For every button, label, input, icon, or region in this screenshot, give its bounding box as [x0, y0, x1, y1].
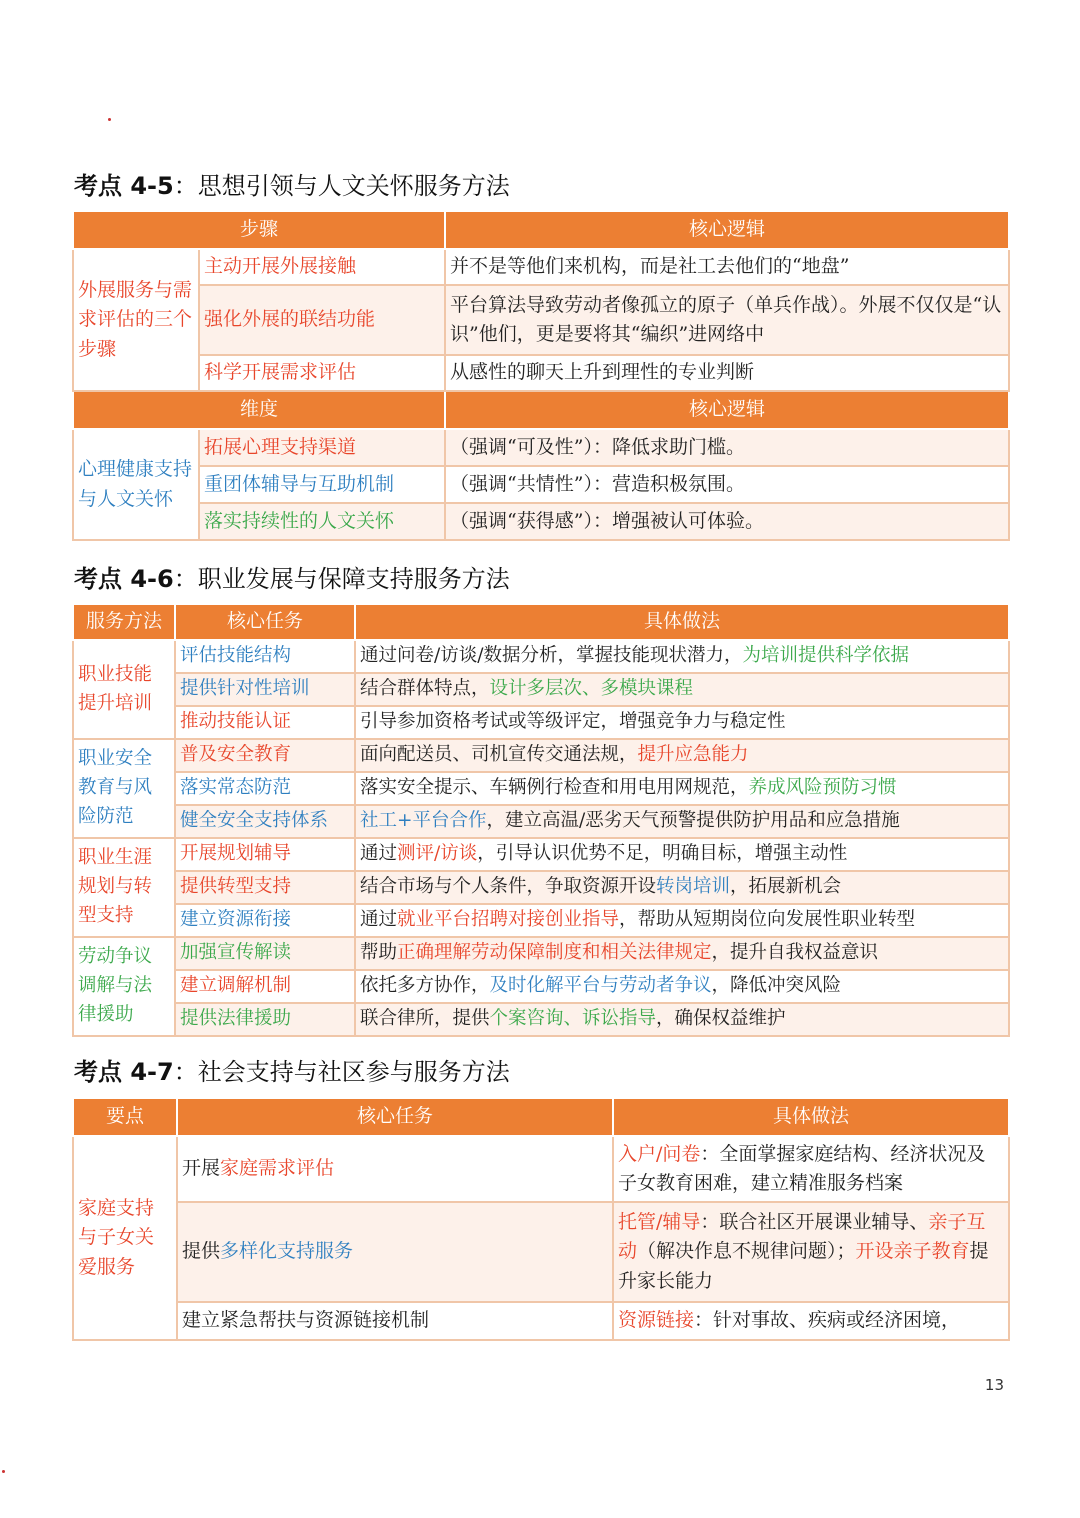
practice-cell: 资源链接：针对事故、疾病或经济困境，	[613, 1302, 1009, 1340]
category-cell: 劳动争议调解与法律援助	[73, 937, 175, 1036]
header-logic: 核心逻辑	[445, 391, 1009, 429]
task-cell: 开展规划辅导	[175, 838, 355, 871]
header-practice: 具体做法	[613, 1098, 1009, 1136]
header-point: 要点	[73, 1098, 177, 1136]
section-title-4-7	[74, 1052, 510, 1087]
task-cell: 加强宣传解读	[175, 937, 355, 970]
header-method: 服务方法	[73, 604, 175, 640]
table-4-6	[72, 603, 1010, 1037]
logic-cell: 并不是等他们来机构，而是社工去他们的“地盘”	[445, 249, 1009, 285]
category-cell: 职业技能提升培训	[73, 640, 175, 739]
header-steps: 步骤	[73, 211, 445, 249]
task-cell: 建立资源衔接	[175, 904, 355, 937]
task-cell: 建立紧急帮扶与资源链接机制	[177, 1302, 613, 1340]
practice-cell: 帮助正确理解劳动保障制度和相关法律规定，提升自我权益意识	[355, 937, 1009, 970]
logic-cell: （强调“共情性”）：营造积极氛围。	[445, 466, 1009, 503]
section-number: 考点 4-6	[74, 565, 174, 593]
task-cell: 主动开展外展接触	[199, 249, 445, 285]
section-heading: ：职业发展与保障支持服务方法	[173, 565, 510, 593]
logic-cell: （强调“获得感”）：增强被认可体验。	[445, 503, 1009, 540]
task-cell: 提供转型支持	[175, 871, 355, 904]
section-title-4-6	[74, 559, 510, 594]
table-4-5	[72, 210, 1010, 541]
task-cell: 普及安全教育	[175, 739, 355, 772]
category-cell: 职业生涯规划与转型支持	[73, 838, 175, 937]
header-task: 核心任务	[175, 604, 355, 640]
category-cell: 职业安全教育与风险防范	[73, 739, 175, 838]
task-cell: 提供多样化支持服务	[177, 1202, 613, 1302]
practice-cell: 结合市场与个人条件，争取资源开设转岗培训，拓展新机会	[355, 871, 1009, 904]
table-4-7	[72, 1097, 1010, 1341]
practice-cell: 通过问卷/访谈/数据分析，掌握技能现状潜力，为培训提供科学依据	[355, 640, 1009, 673]
logic-cell: 平台算法导致劳动者像孤立的原子（单兵作战）。外展不仅仅是“认识”他们，更是要将其“编织”进网络中	[445, 285, 1009, 355]
page-number: 13	[984, 1376, 1004, 1394]
task-cell: 健全安全支持体系	[175, 805, 355, 838]
task-cell: 落实常态防范	[175, 772, 355, 805]
practice-cell: 落实安全提示、车辆例行检查和用电用网规范，养成风险预防习惯	[355, 772, 1009, 805]
practice-cell: 依托多方协作，及时化解平台与劳动者争议，降低冲突风险	[355, 970, 1009, 1003]
category-cell: 外展服务与需求评估的三个步骤	[73, 249, 199, 391]
task-cell: 落实持续性的人文关怀	[199, 503, 445, 540]
practice-cell: 通过测评/访谈，引导认识优势不足，明确目标，增强主动性	[355, 838, 1009, 871]
practice-cell: 通过就业平台招聘对接创业指导，帮助从短期岗位向发展性职业转型	[355, 904, 1009, 937]
task-cell: 强化外展的联结功能	[199, 285, 445, 355]
header-task: 核心任务	[177, 1098, 613, 1136]
header-logic: 核心逻辑	[445, 211, 1009, 249]
practice-cell: 联合律所，提供个案咨询、诉讼指导，确保权益维护	[355, 1003, 1009, 1036]
category-cell: 家庭支持与子女关爱服务	[73, 1136, 177, 1340]
logic-cell: （强调“可及性”）：降低求助门槛。	[445, 429, 1009, 466]
logic-cell: 从感性的聊天上升到理性的专业判断	[445, 355, 1009, 391]
task-cell: 提供针对性培训	[175, 673, 355, 706]
red-dot-mark	[108, 118, 111, 121]
task-cell: 提供法律援助	[175, 1003, 355, 1036]
section-number: 考点 4-5	[74, 172, 174, 200]
red-dot-mark	[2, 1470, 5, 1473]
practice-cell: 面向配送员、司机宣传交通法规，提升应急能力	[355, 739, 1009, 772]
practice-cell: 托管/辅导：联合社区开展课业辅导、亲子互动（解决作息不规律问题）；开设亲子教育提升家长能力	[613, 1202, 1009, 1302]
task-cell: 开展家庭需求评估	[177, 1136, 613, 1202]
header-dimension: 维度	[73, 391, 445, 429]
practice-cell: 结合群体特点，设计多层次、多模块课程	[355, 673, 1009, 706]
task-cell: 评估技能结构	[175, 640, 355, 673]
task-cell: 重团体辅导与互助机制	[199, 466, 445, 503]
header-practice: 具体做法	[355, 604, 1009, 640]
practice-cell: 入户/问卷：全面掌握家庭结构、经济状况及子女教育困难，建立精准服务档案	[613, 1136, 1009, 1202]
task-cell: 推动技能认证	[175, 706, 355, 739]
section-title-4-5	[74, 166, 510, 201]
section-number: 考点 4-7	[74, 1058, 174, 1086]
task-cell: 科学开展需求评估	[199, 355, 445, 391]
practice-cell: 引导参加资格考试或等级评定，增强竞争力与稳定性	[355, 706, 1009, 739]
practice-cell: 社工+平台合作，建立高温/恶劣天气预警提供防护用品和应急措施	[355, 805, 1009, 838]
task-cell: 拓展心理支持渠道	[199, 429, 445, 466]
section-heading: ：思想引领与人文关怀服务方法	[173, 172, 510, 200]
category-cell: 心理健康支持与人文关怀	[73, 429, 199, 540]
section-heading: ：社会支持与社区参与服务方法	[173, 1058, 510, 1086]
task-cell: 建立调解机制	[175, 970, 355, 1003]
